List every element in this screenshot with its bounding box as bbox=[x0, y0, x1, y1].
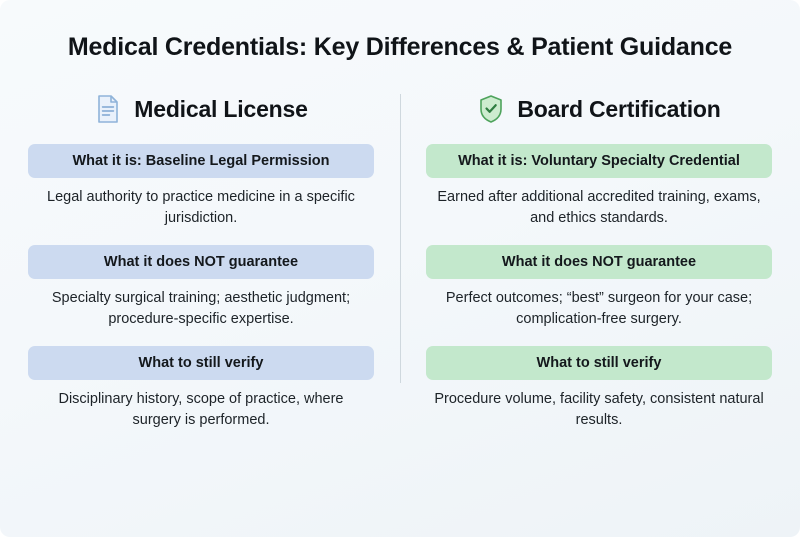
band-what-it-is: What it is: Baseline Legal Permission bbox=[28, 144, 374, 178]
column-header-medical-license bbox=[28, 88, 374, 130]
column-title: Medical License bbox=[134, 95, 308, 122]
text-still-verify: Disciplinary history, scope of practice, where surgery is performed. bbox=[58, 391, 344, 429]
text-what-it-is: Legal authority to practice medicine in a specific jurisdiction. bbox=[47, 189, 355, 227]
text-what-it-is: Earned after additional accredited training, exams, and ethics standards. bbox=[437, 189, 761, 227]
band-what-it-is: What it is: Voluntary Specialty Credential bbox=[426, 144, 772, 178]
column-title: Board Certification bbox=[517, 95, 721, 122]
band-still-verify: What to still verify bbox=[426, 346, 772, 380]
column-medical-license bbox=[28, 88, 400, 431]
column-divider bbox=[400, 94, 401, 383]
text-not-guarantee: Specialty surgical training; aesthetic judgment; procedure-specific expertise. bbox=[51, 290, 351, 328]
page-title: Medical Credentials: Key Differences & Patient Guidance bbox=[67, 33, 733, 61]
text-not-guarantee: Perfect outcomes; “best” surgeon for your case; complication-free surgery. bbox=[445, 290, 753, 328]
text-still-verify: Procedure volume, facility safety, consistent natural results. bbox=[434, 391, 764, 429]
document-certificate-icon bbox=[94, 94, 122, 124]
column-board-certification bbox=[400, 88, 772, 431]
band-not-guarantee: What it does NOT guarantee bbox=[28, 245, 374, 279]
band-still-verify: What to still verify bbox=[28, 346, 374, 380]
shield-check-icon bbox=[477, 94, 505, 124]
comparison-columns bbox=[28, 88, 772, 431]
band-not-guarantee: What it does NOT guarantee bbox=[426, 245, 772, 279]
column-header-board-certification bbox=[426, 88, 772, 130]
